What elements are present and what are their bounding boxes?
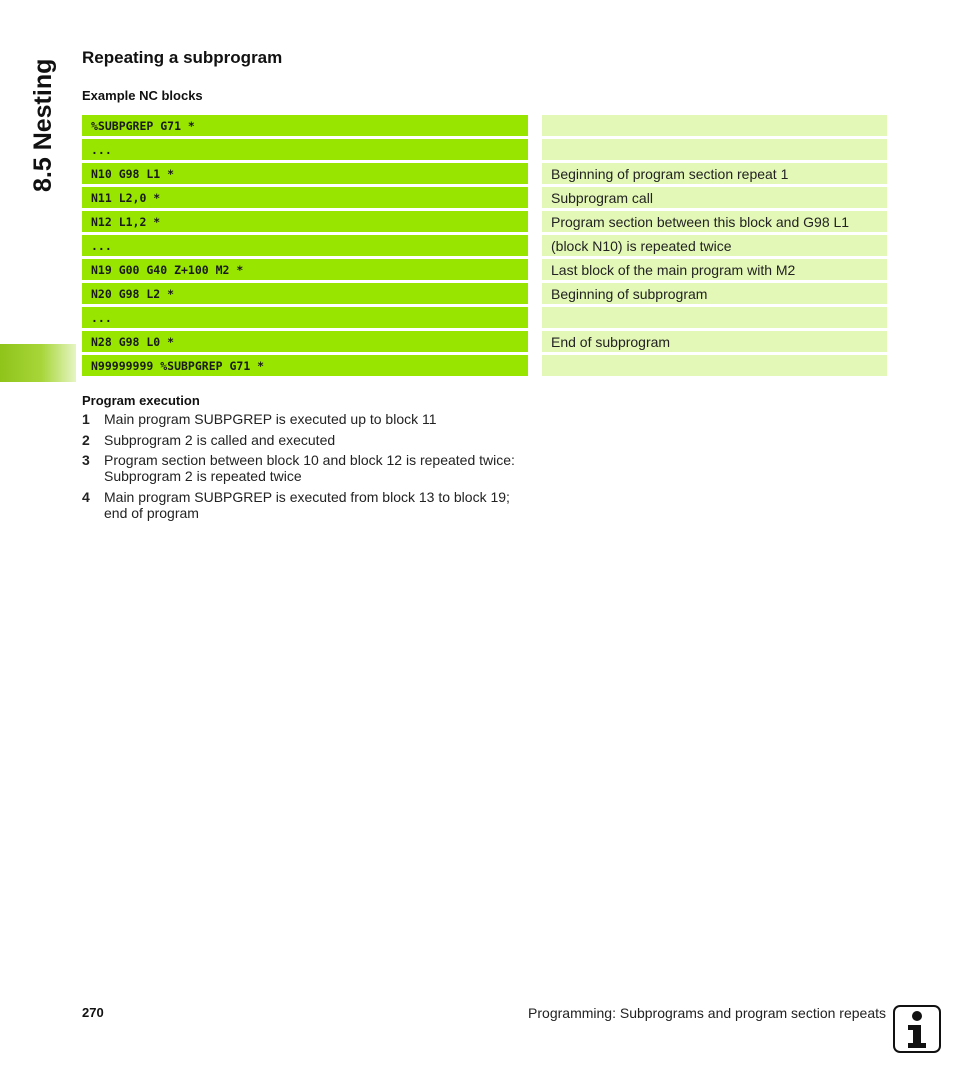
nc-gap-cell <box>528 355 542 376</box>
nc-block-row <box>82 211 887 232</box>
nc-comment-cell <box>542 307 887 328</box>
nc-comment-cell: (block N10) is repeated twice <box>542 235 887 256</box>
nc-comment-cell: Beginning of subprogram <box>542 283 887 304</box>
execution-step <box>82 411 542 427</box>
step-text: Program section between block 10 and block 12 is repeated twice: Subprogram 2 is repeated twice <box>104 452 515 484</box>
nc-code-cell: N99999999 %SUBPGREP G71 * <box>82 355 528 376</box>
step-text: Subprogram 2 is called and executed <box>104 431 336 448</box>
chapter-side-title <box>28 52 58 192</box>
nc-gap-cell <box>528 307 542 328</box>
info-icon <box>893 1005 941 1053</box>
execution-steps <box>82 411 542 525</box>
nc-gap-cell <box>528 163 542 184</box>
nc-gap-cell <box>528 187 542 208</box>
nc-code-cell: N10 G98 L1 * <box>82 163 528 184</box>
nc-block-row <box>82 307 887 328</box>
nc-block-row <box>82 115 887 136</box>
nc-block-row <box>82 235 887 256</box>
section-heading: Repeating a subprogram <box>82 48 283 67</box>
nc-code-cell: N12 L1,2 * <box>82 211 528 232</box>
nc-block-row <box>82 139 887 160</box>
step-number: 3 <box>82 452 90 468</box>
step-number: 1 <box>82 411 90 427</box>
nc-gap-cell <box>528 331 542 352</box>
chapter-title-text: 8.5 Nesting <box>29 58 57 192</box>
nc-code-cell: N19 G00 G40 Z+100 M2 * <box>82 259 528 280</box>
nc-comment-cell: End of subprogram <box>542 331 887 352</box>
step-number: 4 <box>82 488 90 505</box>
execution-label: Program execution <box>82 393 200 408</box>
nc-block-row <box>82 187 887 208</box>
nc-comment-cell: Last block of the main program with M2 <box>542 259 887 280</box>
nc-gap-cell <box>528 115 542 136</box>
nc-comment-cell <box>542 355 887 376</box>
step-number: 2 <box>82 431 90 448</box>
nc-block-row <box>82 355 887 376</box>
nc-block-row <box>82 283 887 304</box>
nc-block-row <box>82 163 887 184</box>
footer-chapter-title: Programming: Subprograms and program section repeats <box>528 1005 886 1021</box>
nc-code-cell: N28 G98 L0 * <box>82 331 528 352</box>
execution-step <box>82 452 542 484</box>
nc-code-cell: ... <box>82 139 528 160</box>
nc-code-cell: N20 G98 L2 * <box>82 283 528 304</box>
example-label: Example NC blocks <box>82 88 203 103</box>
nc-comment-cell: Program section between this block and G98 L1 <box>542 211 887 232</box>
page-number: 270 <box>82 1005 104 1020</box>
nc-code-cell: %SUBPGREP G71 * <box>82 115 528 136</box>
nc-comment-cell: Beginning of program section repeat 1 <box>542 163 887 184</box>
nc-comment-cell: Subprogram call <box>542 187 887 208</box>
nc-code-cell: ... <box>82 307 528 328</box>
nc-gap-cell <box>528 211 542 232</box>
nc-gap-cell <box>528 259 542 280</box>
step-text: Main program SUBPGREP is executed up to block 11 <box>104 411 437 427</box>
nc-gap-cell <box>528 235 542 256</box>
nc-gap-cell <box>528 283 542 304</box>
nc-comment-cell <box>542 139 887 160</box>
nc-code-cell: ... <box>82 235 528 256</box>
nc-comment-cell <box>542 115 887 136</box>
nc-code-cell: N11 L2,0 * <box>82 187 528 208</box>
step-text: Main program SUBPGREP is executed from block 13 to block 19; end of program <box>104 488 510 521</box>
execution-step <box>82 432 542 448</box>
execution-step <box>82 489 542 521</box>
nc-gap-cell <box>528 139 542 160</box>
nc-block-row <box>82 331 887 352</box>
nc-block-row <box>82 259 887 280</box>
nc-blocks-table <box>82 112 887 379</box>
chapter-tab-marker <box>0 344 76 382</box>
